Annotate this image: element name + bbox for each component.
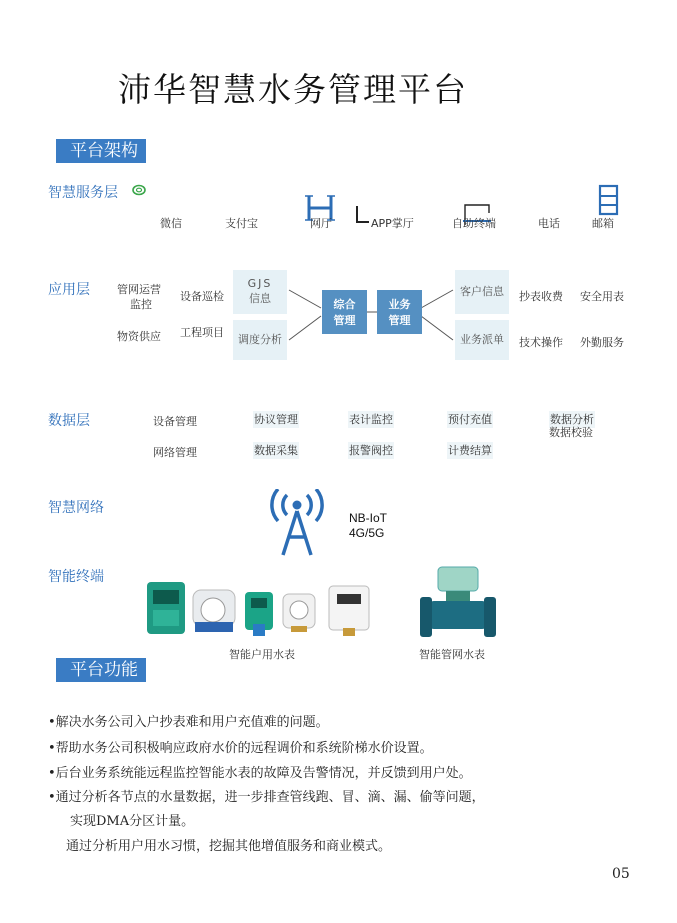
network-4g5g: 4G/5G [349,526,385,540]
app-engineering: 工程项目 [180,326,224,339]
feature-line-5: 实现DMA分区计量。 [70,814,195,829]
layer-label-service: 智慧服务层 [48,185,118,201]
signal-tower-icon [265,489,329,557]
mail-icon [597,184,621,216]
box-gjs [233,270,287,314]
data-device-mgmt: 设备管理 [153,415,197,428]
network-nbiot: NB-IoT [349,511,388,525]
section-header-architecture: 平台架构 [56,139,146,163]
app-pipe-ops-line1: 管网运营 [117,283,161,296]
feature-line-4: •通过分析各节点的水量数据，进一步排查管线跑、冒、滴、漏、偷等问题， [48,790,485,805]
layer-label-network: 智慧网络 [48,500,104,516]
app-meter-reading: 抄表收费 [519,290,563,303]
service-wechat: 微信 [160,217,182,230]
data-meter-monitor: 表计监控 [349,413,393,426]
service-phone: 电话 [538,217,560,230]
layer-label-data: 数据层 [48,413,90,429]
page-number: 05 [612,866,630,882]
pipe-meter-image [418,565,498,643]
app-safe-use: 安全用表 [580,290,624,303]
data-billing: 计费结算 [448,444,492,457]
data-prepaid: 预付充值 [448,413,492,426]
section-header-features: 平台功能 [56,658,146,682]
box-business [377,290,422,334]
data-alarm-valve: 报警阀控 [349,444,393,457]
household-meters-image [145,572,385,640]
terminal-pipe: 智能管网水表 [419,648,485,661]
data-network-mgmt: 网络管理 [153,446,197,459]
box-integrated [322,290,367,334]
feature-line-3: •后台业务系统能远程监控智能水表的故障及告警情况，并反馈到用户处。 [48,766,472,781]
service-web: 网厅 [310,217,332,230]
feature-line-2: •帮助水务公司积极响应政府水价的远程调价和系统阶梯水价设置。 [48,741,433,756]
box-gjs-line1: GJS [247,277,273,290]
page-title: 沛华智慧水务管理平台 [118,70,468,109]
box-integrated-line1: 综合 [333,298,356,311]
box-gjs-line2: 信息 [249,292,271,305]
data-analysis: 数据分析 [550,413,594,426]
box-work-order: 业务派单 [455,320,509,360]
service-alipay: 支付宝 [225,217,258,230]
layer-label-app: 应用层 [48,282,90,298]
leaf-icon [132,184,146,196]
feature-line-6: 通过分析用户用水习惯，挖掘其他增值服务和商业模式。 [66,839,392,854]
app-pipe-ops-line2: 监控 [130,298,152,311]
data-verify: 数据校验 [549,426,593,439]
box-business-line2: 管理 [388,314,411,327]
terminal-household: 智能户用水表 [229,648,295,661]
app-supply: 物资供应 [117,330,161,343]
box-business-line1: 业务 [388,298,411,311]
service-app: APP掌厅 [371,217,414,230]
service-selfservice: 自助终端 [452,217,496,230]
app-icon [355,204,371,224]
data-collect: 数据采集 [254,444,298,457]
layer-label-terminal: 智能终端 [48,569,104,585]
box-customer: 客户信息 [455,270,509,314]
box-integrated-line2: 管理 [333,314,356,327]
service-mail: 邮箱 [592,217,614,230]
app-connectors [285,270,460,362]
data-protocol-mgmt: 协议管理 [254,413,298,426]
box-dispatch: 调度分析 [233,320,287,360]
app-field-service: 外勤服务 [580,336,624,349]
app-tech-ops: 技术操作 [519,336,563,349]
feature-line-1: •解决水务公司入户抄表难和用户充值难的问题。 [48,715,329,730]
app-equipment-patrol: 设备巡检 [180,290,224,303]
